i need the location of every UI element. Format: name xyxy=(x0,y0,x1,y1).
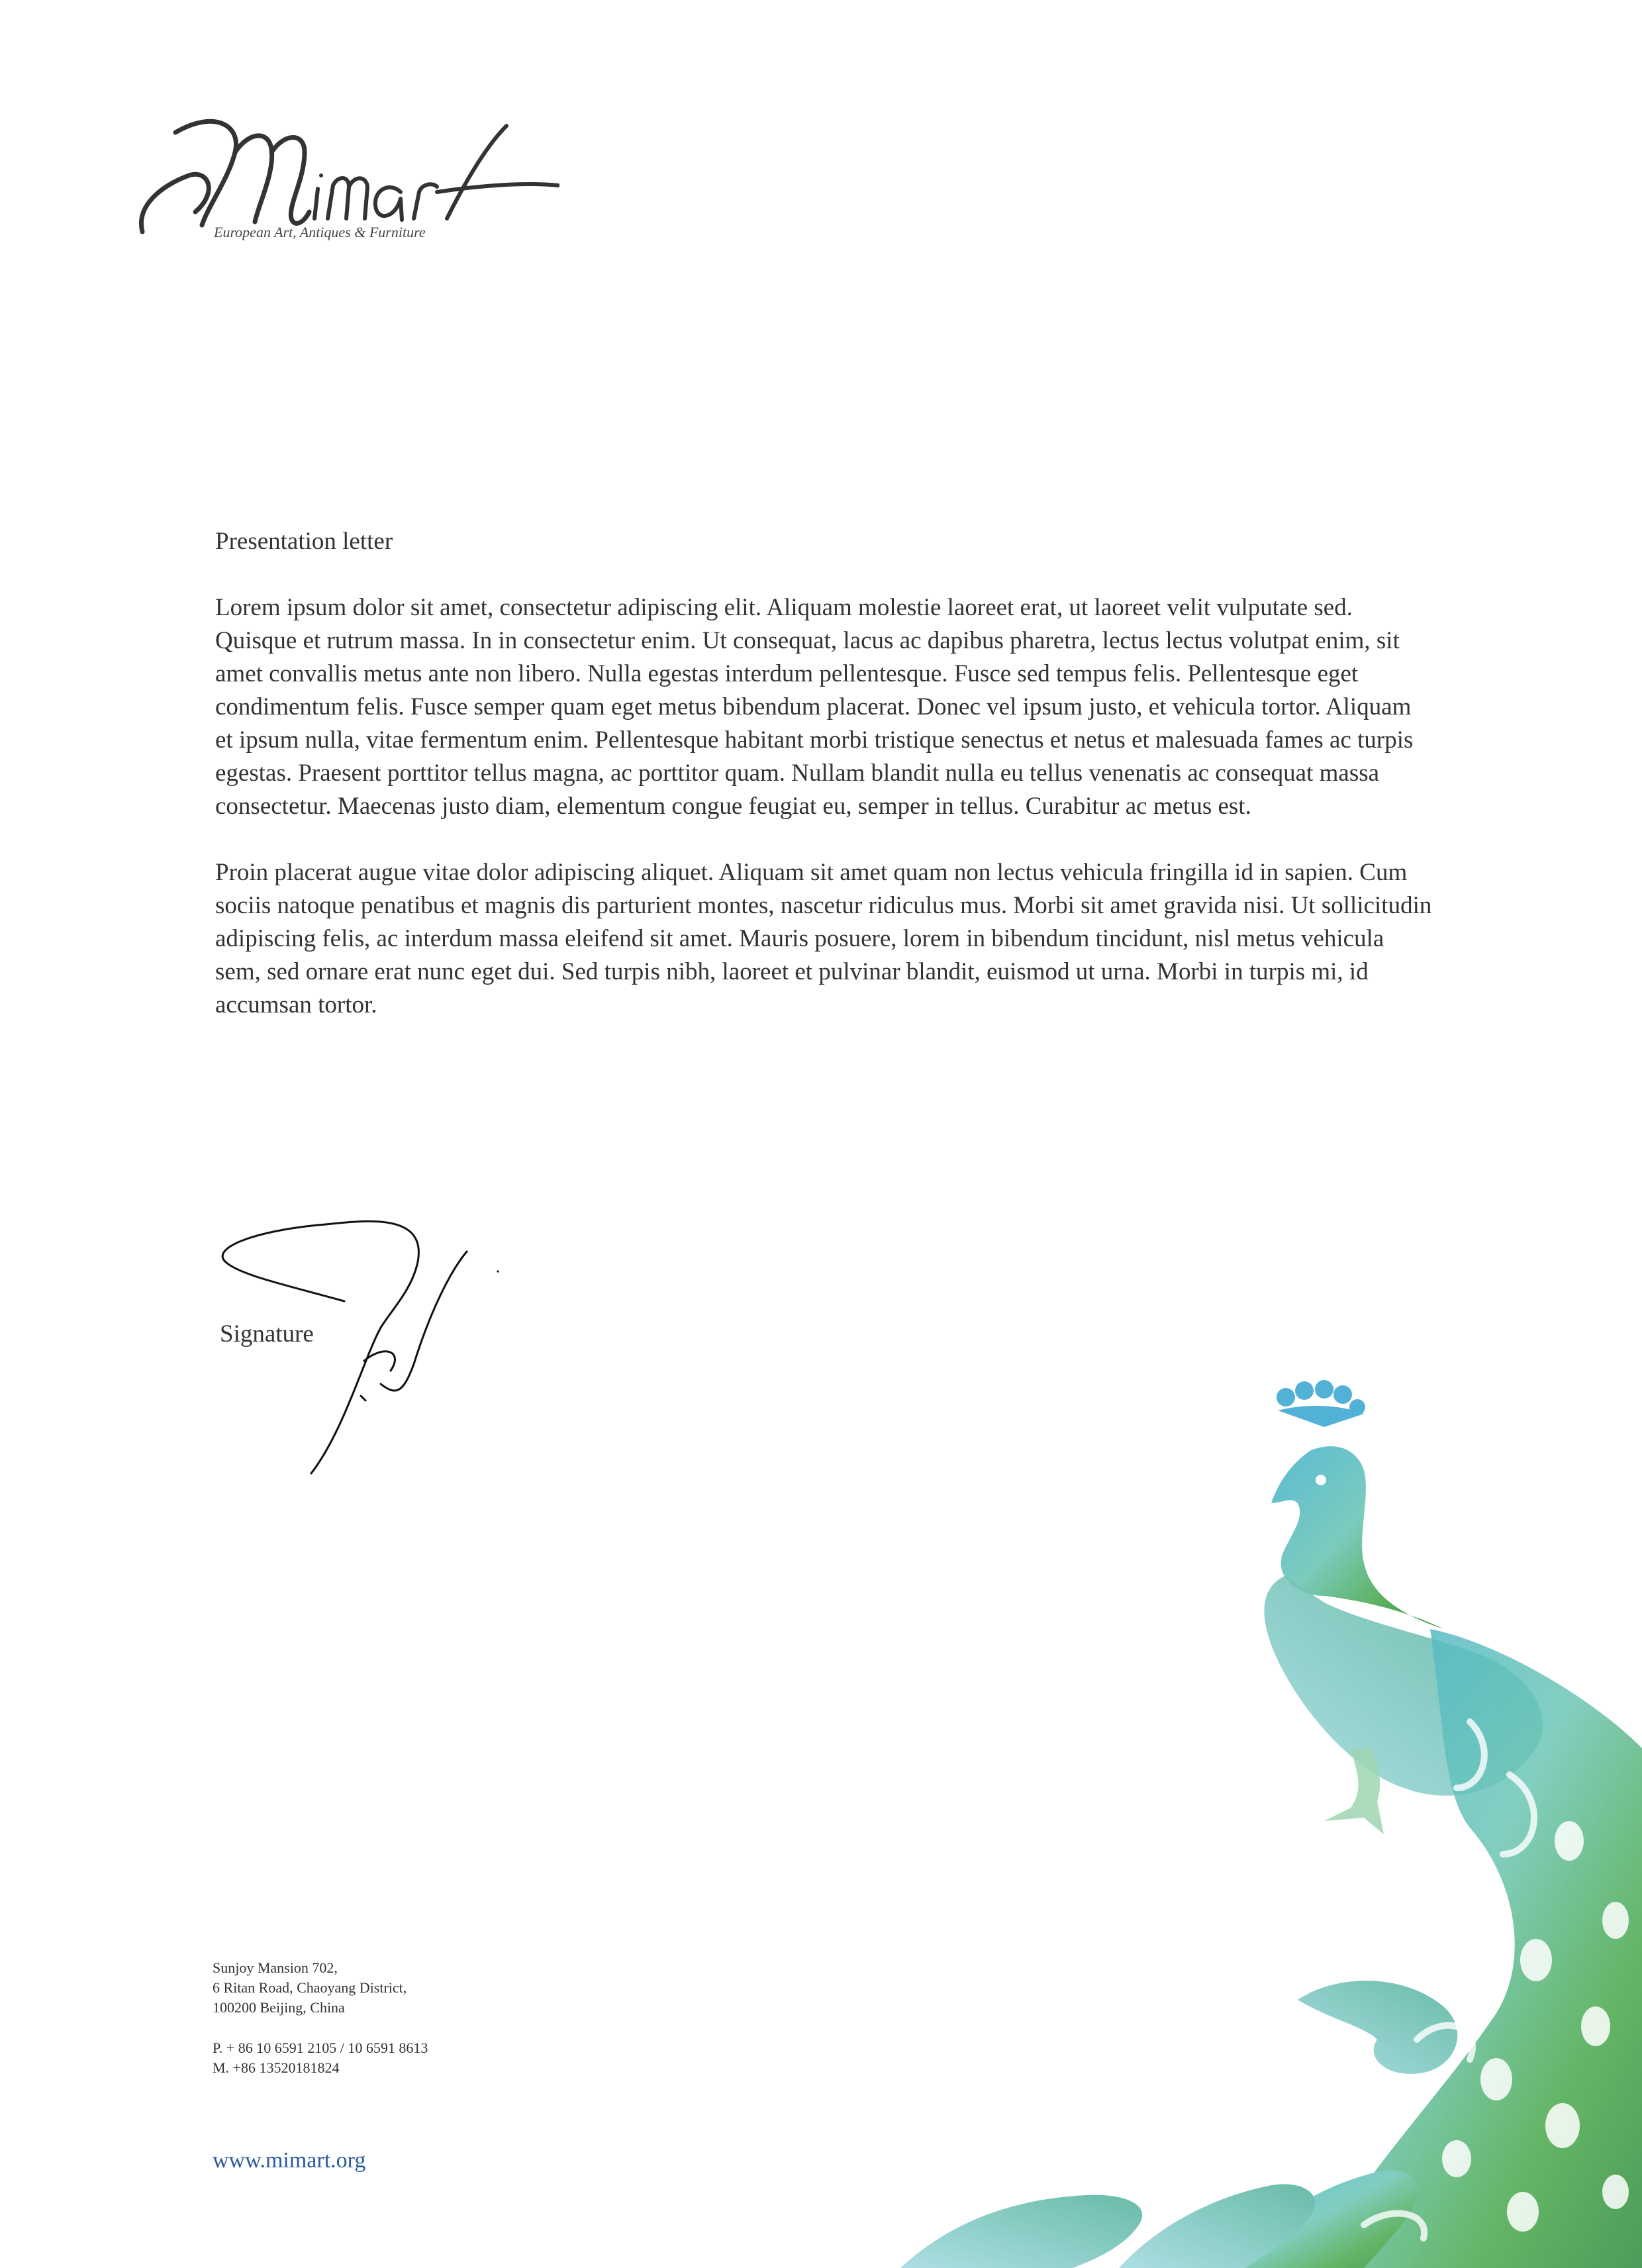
letter-paragraph: Lorem ipsum dolor sit amet, consectetur adipiscing elit. Aliquam molestie laoreet erat, ut laoreet velit vulputate sed. Quisque et rutrum massa. In in consectetur enim. Ut consequat, lacus ac dapibus pharetra, lectus lectus volutpat enim, sit amet convallis metus ante non libero. Nulla egestas interdum pellentesque. Fusce sed tempus felis. Pellentesque eget condimentum felis. Fusce semper quam eget metus bibendum placerat. Donec vel ipsum justo, et vehicula tortor. Aliquam et ipsum nulla, vitae fermentum enim. Pellentesque habitant morbi tristique senectus et netus et malesuada fames ac turpis egestas. Praesent porttitor tellus magna, ac porttitor quam. Nullam blandit nulla eu tellus venenatis ac consequat massa consectetur. Maecenas justo diam, elementum congue feugiat eu, semper in tellus. Curabitur ac metus est. xyxy=(215,594,1414,820)
address-line: Sunjoy Mansion 702, xyxy=(213,1959,338,1976)
peacock-crest xyxy=(1277,1380,1365,1427)
contact-block xyxy=(213,2038,428,2078)
address-line: 100200 Beijing, China xyxy=(213,1999,345,2016)
handwritten-signature xyxy=(212,1212,516,1483)
address-block xyxy=(213,1958,407,2018)
address-line: 6 Ritan Road, Chaoyang District, xyxy=(213,1979,407,1996)
phone-numbers: P. + 86 10 6591 2105 / 10 6591 8613 xyxy=(213,2040,428,2056)
peacock-leg xyxy=(1324,1748,1384,1834)
mobile-number: M. +86 13520181824 xyxy=(213,2059,340,2076)
letter-body xyxy=(215,591,1433,1055)
letter-paragraph: Proin placerat augue vitae dolor adipiscing aliquet. Aliquam sit amet quam non lectus vehicula fringilla id in sapien. Cum sociis natoque penatibus et magnis dis parturient montes, nascetur ridiculus mus. Morbi sit amet gravida nisi. Ut sollicitudin adipiscing felis, ac interdum massa eleifend sit amet. Mauris posuere, lorem in bibendum tincidunt, nisl metus vehicula sem, sed ornare erat nunc eget dui. Sed turpis nibh, laoreet et pulvinar blandit, euismod ut urna. Morbi in turpis mi, id accumsan tortor. xyxy=(215,859,1432,1018)
letter-title: Presentation letter xyxy=(215,528,393,555)
website-link[interactable]: www.mimart.org xyxy=(213,2148,366,2173)
logo-tagline: European Art, Antiques & Furniture xyxy=(214,224,426,240)
peacock-illustration xyxy=(900,1377,1642,2268)
signature-label: Signature xyxy=(220,1320,314,1348)
